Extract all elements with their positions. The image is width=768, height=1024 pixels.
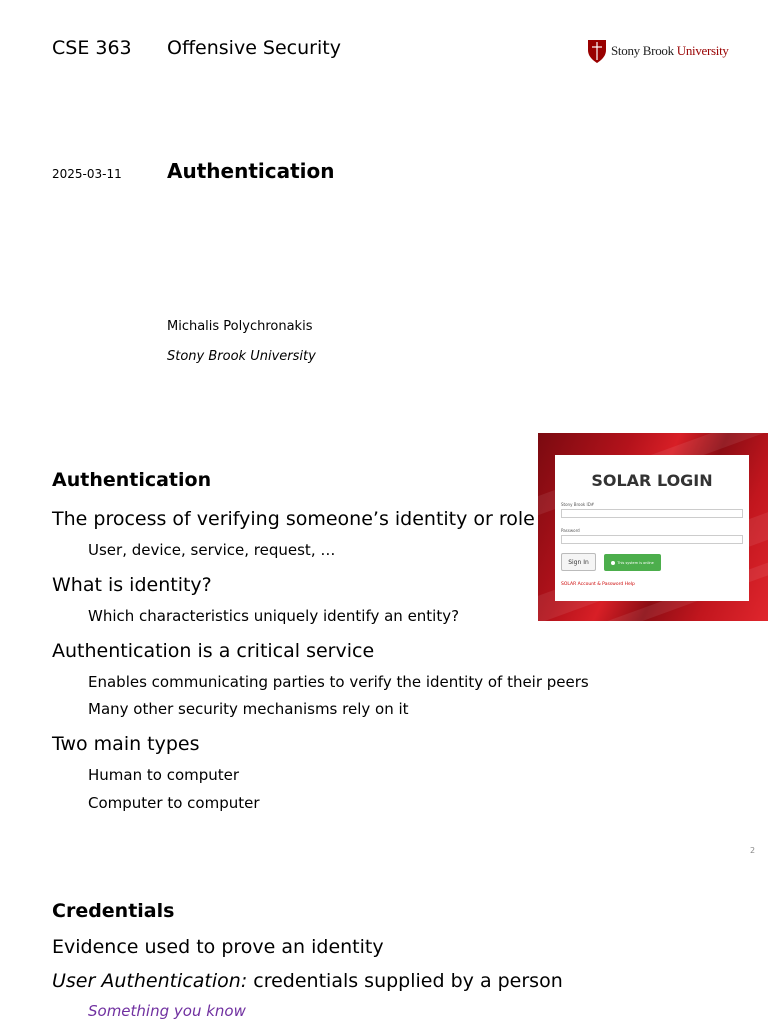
deck-title: Authentication <box>167 159 335 183</box>
shield-icon <box>586 38 608 64</box>
solar-status-label: This system is online <box>617 560 654 565</box>
slide3-line-2-italic: User Authentication: <box>52 970 248 992</box>
status-dot-icon <box>611 561 615 565</box>
solar-status-badge <box>604 554 661 571</box>
page-number: 2 <box>750 846 756 855</box>
logo-text-accent: University <box>676 43 729 58</box>
logo-text-main: Stony Brook <box>611 43 677 58</box>
author-affiliation: Stony Brook University <box>167 349 316 364</box>
solar-signin-button: Sign In <box>561 553 596 571</box>
bullet-3-sub-1: Enables communicating parties to verify the identity of their peers <box>88 673 589 691</box>
solar-title: SOLAR LOGIN <box>591 471 713 490</box>
course-name: Offensive Security <box>167 37 341 59</box>
slide3-line-2-rest: credentials supplied by a person <box>247 970 563 992</box>
slide3-sub-1: Something you know <box>88 1002 246 1020</box>
slide3-line-2 <box>52 970 563 992</box>
bullet-2: What is identity? <box>52 574 212 596</box>
solar-password-input <box>561 535 743 544</box>
bullet-2-sub-1: Which characteristics uniquely identify an entity? <box>88 607 460 625</box>
solar-id-input <box>561 509 743 518</box>
bullet-1-sub-1: User, device, service, request, … <box>88 541 336 559</box>
slide3-heading: Credentials <box>52 900 175 922</box>
slide2-heading: Authentication <box>52 469 212 491</box>
bullet-4-sub-1: Human to computer <box>88 766 240 784</box>
solar-login-screenshot <box>538 433 768 621</box>
bullet-4: Two main types <box>52 733 200 755</box>
solar-help-link: SOLAR Account & Password Help <box>561 582 635 587</box>
bullet-3-sub-2: Many other security mechanisms rely on it <box>88 700 409 718</box>
bullet-1: The process of verifying someone’s identity or role <box>52 508 535 530</box>
bullet-4-sub-2: Computer to computer <box>88 794 260 812</box>
solar-login-card <box>555 455 749 601</box>
lecture-date: 2025-03-11 <box>52 167 122 181</box>
course-code: CSE 363 <box>52 37 132 59</box>
university-logo <box>586 38 729 64</box>
bullet-3: Authentication is a critical service <box>52 640 375 662</box>
solar-password-label: Password <box>561 528 580 533</box>
author-name: Michalis Polychronakis <box>167 319 313 334</box>
solar-id-label: Stony Brook ID# <box>561 502 595 507</box>
slide3-line-1: Evidence used to prove an identity <box>52 936 384 958</box>
